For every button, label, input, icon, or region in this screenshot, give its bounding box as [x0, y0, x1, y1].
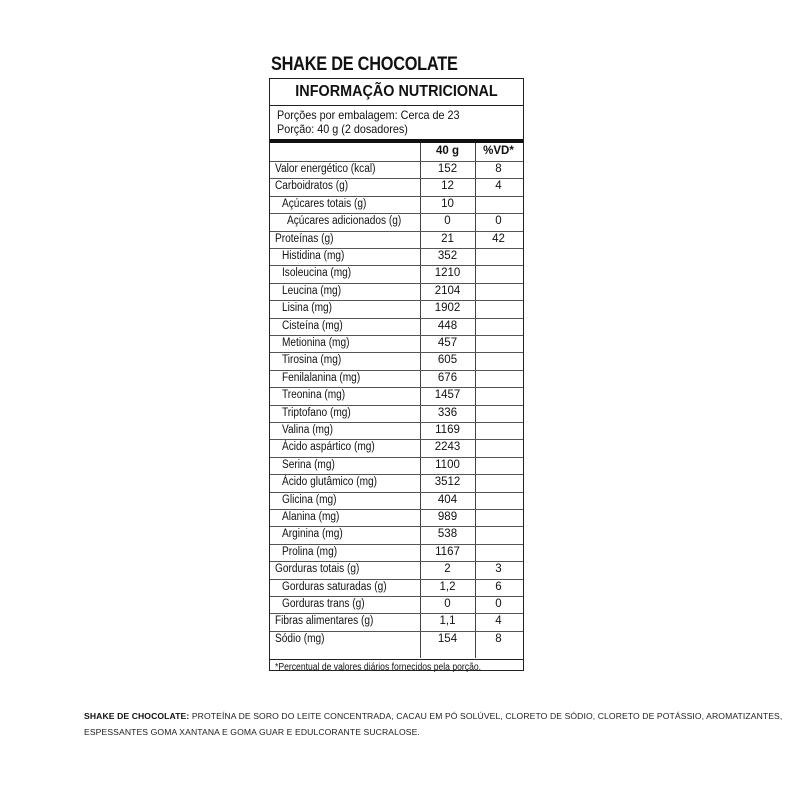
table-row: [270, 318, 523, 335]
nutrient-daily-value: 8: [495, 632, 502, 645]
nutrient-name: Isoleucina (mg): [282, 267, 352, 280]
nutrient-amount: 1902: [434, 302, 461, 315]
nutrient-name: Tirosina (mg): [282, 354, 342, 367]
table-row: [270, 613, 523, 630]
nutrient-amount: 1,2: [439, 580, 456, 593]
nutrient-amount: 605: [437, 354, 458, 367]
table-row: [270, 474, 523, 491]
table-row: [270, 335, 523, 352]
nutrient-daily-value: 0: [495, 215, 502, 228]
nutrient-name: Valor energético (kcal): [275, 163, 376, 175]
nutrient-name: Açúcares totais (g): [282, 197, 367, 210]
nutrient-amount: 352: [437, 250, 458, 262]
product-title: SHAKE DE CHOCOLATE: [271, 54, 458, 75]
nutrient-amount: 1,1: [439, 615, 456, 628]
nutrient-amount: 1169: [435, 424, 460, 436]
nutrient-amount: 21: [441, 232, 454, 245]
nutrient-name: Ácido aspártico (mg): [282, 441, 375, 454]
nutrient-amount: 448: [437, 319, 458, 332]
nutrient-daily-value: 8: [495, 163, 502, 175]
nutrient-amount: 457: [437, 337, 458, 349]
ingredients-text: PROTEÍNA DE SORO DO LEITE CONCENTRADA, CACAU EM PÓ SOLÚVEL, CLORETO DE SÓDIO, CLORETO DE POTÁSSIO, AROMATIZANTES, ESPESSANTES GOMA XANTANA E GOMA GUAR E EDULCORANTE SUCRALOSE.: [84, 711, 783, 737]
amount-column-header: 40 g: [435, 145, 459, 157]
nutrient-name: Prolina (mg): [282, 545, 338, 558]
table-row: [270, 231, 523, 248]
table-row: [270, 631, 523, 648]
table-row: [270, 300, 523, 317]
nutrient-name: Leucina (mg): [282, 284, 342, 297]
nutrient-amount: 1100: [435, 458, 460, 471]
nutrient-daily-value: 0: [495, 598, 502, 610]
table-row: [270, 492, 523, 509]
nutrient-amount: 538: [437, 528, 458, 541]
nutrient-amount: 1167: [435, 545, 460, 558]
table-row: [270, 283, 523, 300]
nutrient-name: Histidina (mg): [282, 250, 345, 262]
nutrient-amount: 154: [437, 632, 458, 645]
table-row: [270, 596, 523, 613]
table-row: [270, 544, 523, 561]
nutrient-name: Glicina (mg): [282, 493, 337, 506]
nutrient-amount: 2104: [434, 284, 461, 297]
nutrient-name: Açúcares adicionados (g): [287, 215, 402, 228]
nutrient-name: Triptofano (mg): [282, 406, 351, 419]
nutrient-amount: 989: [437, 511, 458, 523]
nutrient-amount: 336: [437, 406, 458, 419]
ingredients-label: SHAKE DE CHOCOLATE:: [84, 711, 190, 721]
nutrient-name: Serina (mg): [282, 458, 335, 471]
nutrient-amount: 1457: [434, 389, 461, 402]
nutrition-heading: INFORMAÇÃO NUTRICIONAL: [295, 83, 498, 100]
nutrient-name: Arginina (mg): [282, 528, 343, 541]
nutrient-name: Gorduras trans (g): [282, 598, 365, 610]
nutrient-amount: 2: [444, 563, 451, 576]
nutrition-facts-table: [269, 78, 524, 671]
serving-size: Porção: 40 g (2 dosadores): [277, 122, 408, 136]
table-row: [270, 579, 523, 596]
footnote: *Percentual de valores diários fornecidos pela porção.: [275, 662, 482, 673]
nutrient-amount: 0: [444, 215, 451, 228]
table-row: [270, 405, 523, 422]
nutrient-name: Gorduras totais (g): [275, 563, 360, 576]
table-row: [270, 196, 523, 213]
nutrient-amount: 0: [444, 598, 451, 610]
table-row: [270, 561, 523, 578]
thick-divider: [270, 139, 523, 143]
nutrient-name: Proteínas (g): [275, 232, 334, 245]
nutrient-name: Fenilalanina (mg): [282, 371, 361, 384]
nutrient-name: Metionina (mg): [282, 337, 350, 349]
table-row: [270, 352, 523, 369]
heading-divider: [270, 105, 523, 106]
table-row: [270, 161, 523, 178]
nutrient-daily-value: 42: [492, 232, 505, 245]
table-row: [270, 439, 523, 456]
nutrient-amount: 676: [437, 371, 458, 384]
nutrient-name: Cisteína (mg): [282, 319, 343, 332]
nutrient-amount: 12: [441, 180, 454, 193]
nutrient-name: Gorduras saturadas (g): [282, 580, 387, 593]
daily-value-column-header: %VD*: [483, 145, 514, 157]
nutrient-daily-value: 4: [495, 615, 502, 628]
nutrient-name: Ácido glutâmico (mg): [282, 476, 378, 489]
nutrient-name: Treonina (mg): [282, 389, 346, 402]
nutrient-amount: 2243: [434, 441, 461, 454]
table-row: [270, 248, 523, 265]
servings-per-package: Porções por embalagem: Cerca de 23: [277, 108, 460, 122]
nutrient-name: Alanina (mg): [282, 511, 340, 523]
nutrient-amount: 1210: [434, 267, 461, 280]
nutrient-amount: 10: [441, 197, 454, 210]
footer-divider: [270, 659, 523, 660]
nutrient-daily-value: 6: [495, 580, 502, 593]
nutrient-name: Lisina (mg): [282, 302, 333, 315]
nutrient-amount: 152: [437, 163, 458, 175]
table-row: [270, 387, 523, 404]
nutrient-amount: 404: [437, 493, 458, 506]
nutrient-amount: 3512: [434, 476, 461, 489]
table-row: [270, 422, 523, 439]
table-row: [270, 457, 523, 474]
nutrient-daily-value: 3: [495, 563, 502, 576]
table-row: [270, 265, 523, 282]
nutrient-name: Carboidratos (g): [275, 180, 349, 193]
table-row: [270, 370, 523, 387]
nutrient-name: Valina (mg): [282, 424, 333, 436]
table-row: [270, 526, 523, 543]
nutrient-daily-value: 4: [495, 180, 502, 193]
nutrient-name: Sódio (mg): [275, 632, 325, 645]
nutrient-name: Fibras alimentares (g): [275, 615, 374, 628]
ingredients-list: [84, 709, 784, 740]
table-row: [270, 213, 523, 230]
table-row: [270, 178, 523, 195]
table-row: [270, 509, 523, 526]
